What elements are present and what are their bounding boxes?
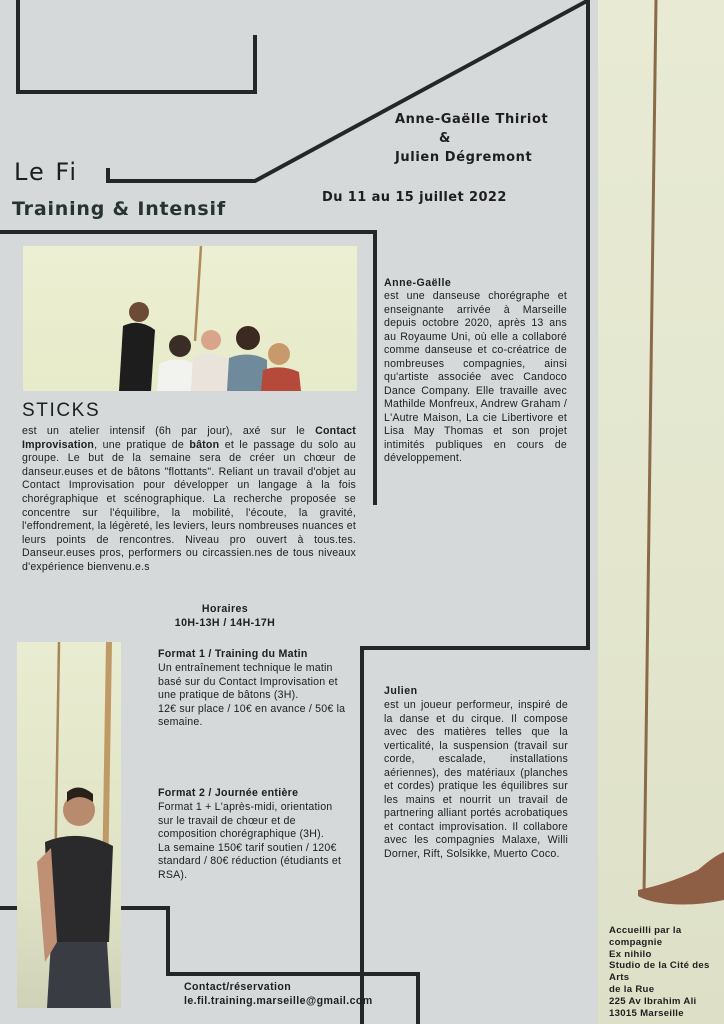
group-of-dancers-photo: [23, 246, 357, 391]
format2-text: Format 1 + L'après-midi, orientation sur le travail de chœur et de composition chorégraphique (3H).: [158, 801, 333, 841]
dancer-with-sticks-photo: [17, 642, 121, 1008]
section-heading-sticks: STICKS: [22, 400, 101, 421]
venue-line-6: 13015 Marseille: [609, 1007, 684, 1019]
contact-email[interactable]: le.fil.training.marseille@gmail.com: [184, 995, 373, 1007]
page-subtitle: Training & Intensif: [12, 198, 226, 220]
format1-text: Un entraînement technique le matin basé sur du Contact Improvisation et une pratique de bâtons (3H).: [158, 662, 338, 702]
venue-line-3: Studio de la Cité des Arts: [609, 960, 710, 984]
venue-line-5: 225 Av Ibrahim Ali: [609, 995, 697, 1007]
venue-info: [609, 925, 721, 1019]
format1-price: 12€ sur place / 10€ en avance / 50€ la semaine.: [158, 702, 346, 729]
venue-line-2: Ex nihilo: [609, 948, 652, 960]
contact-label: Contact/réservation: [184, 981, 292, 993]
schedule-times: 10H-13H / 14H-17H: [174, 617, 276, 629]
artist-name-2: Julien Dégremont: [395, 150, 533, 165]
schedule-heading: Horaires: [201, 603, 249, 615]
format1-details: [158, 662, 348, 730]
format2-price: La semaine 150€ tarif soutien / 120€ standard / 80€ réduction (étudiants et RSA).: [158, 841, 342, 881]
artist-names: [395, 110, 585, 167]
anne-bio: est une danseuse chorégraphe et enseignante arrivée à Marseille depuis octobre 2020, après 13 ans au Royaume Uni, où elle a collaboré comme danseuse et co-créatrice de nombreuses compagnies, ainsi qu'artiste associée avec Candoco Dance Company. Elle travaille avec Mathilde Monfreux, Andrew Graham / L'Autre Maison, La cie Libertivore et Lisa May Thomas et son projet intimités publiques en cours de développement.: [384, 290, 567, 464]
format2-heading: Format 2 / Journée entière: [158, 787, 299, 799]
sticks-description: est un atelier intensif (6h par jour), axé sur le Contact Improvisation, une pratique de bâton et le passage du solo au groupe. Le but de la semaine sera de créer un chœur de danseur.euses et de bâtons "flottants". Reliant un travail d'objet au Contact Improvisation pour développer un langage à la fois chorégraphique et scénographique. La recherche proposée se concentre sur l'équilibre, la mobilité, l'écoute, la gravité, l'effondrement, la légèreté, les leviers, leurs nombreuses nuances et leurs points de rencontres. Niveau pro ouvert à tous.tes. Danseur.euses pros, performers ou circassien.nes de tous niveaux d'expérience bienvenu.e.s: [22, 425, 356, 573]
julien-bio: est un joueur performeur, inspiré de la danse et du cirque. Il compose avec des matières telles que la verticalité, la suspension (travail sur corde, escalade, installations aériennes), des matériaux (planches et cordes) pratique les équilibres sur les mains et nourrit un travail de partnering alliant portés acrobatiques et contact improvisation. Il collabore avec les compagnies Malaxe, Willi Dorner, Rift, Solsikke, Muerto Coco.: [384, 699, 568, 860]
hand-with-stick-photo: [598, 0, 724, 1024]
contact-block: [184, 980, 373, 1008]
format2-details: [158, 801, 348, 883]
artist-name-1: Anne-Gaëlle Thiriot: [395, 112, 549, 127]
venue-line-4: de la Rue: [609, 983, 655, 995]
schedule: [150, 602, 300, 630]
artist-ampersand: &: [439, 131, 451, 146]
anne-heading: Anne-Gaëlle: [384, 277, 452, 289]
event-dates: Du 11 au 15 juillet 2022: [322, 190, 507, 205]
page-title: Le Fi: [14, 158, 79, 186]
format1-heading: Format 1 / Training du Matin: [158, 648, 308, 660]
venue-line-1: Accueilli par la compagnie: [609, 925, 682, 948]
julien-heading: Julien: [384, 685, 418, 697]
